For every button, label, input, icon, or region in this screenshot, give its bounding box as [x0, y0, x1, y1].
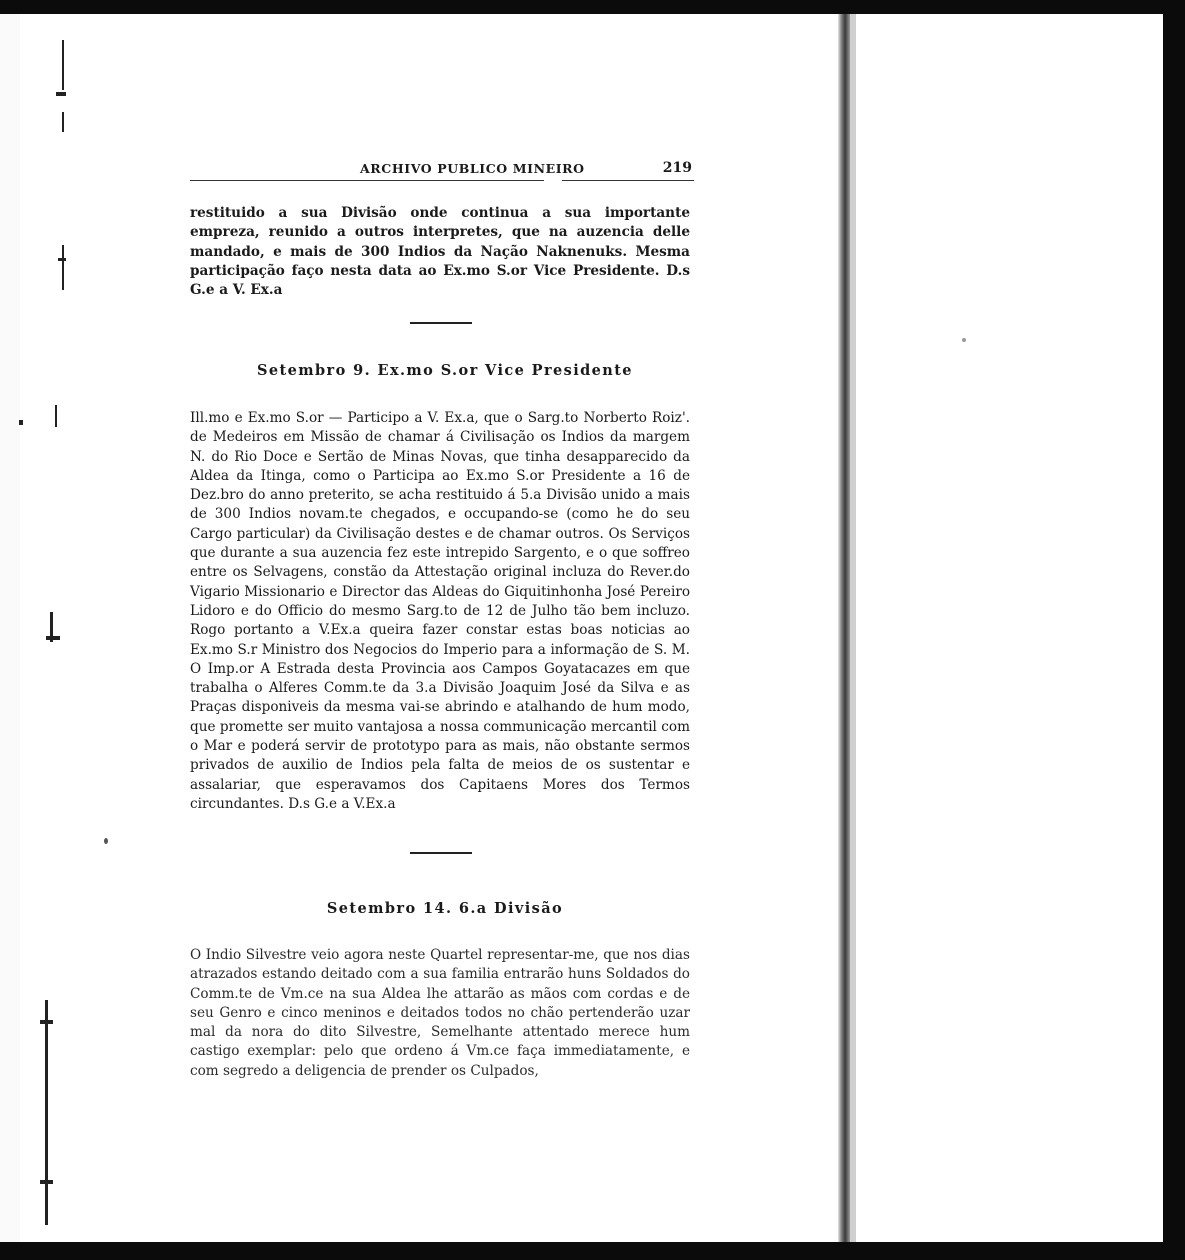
entry-heading: Setembro 9. Ex.mo S.or Vice Presidente [257, 362, 633, 379]
scan-speck [104, 838, 108, 844]
binding-mark [45, 1000, 48, 1225]
binding-mark [40, 1020, 53, 1024]
book-spine [838, 14, 850, 1242]
binding-mark [40, 1180, 53, 1184]
facing-page [856, 14, 1163, 1242]
binding-mark [19, 420, 23, 425]
scan-speck [962, 338, 966, 342]
entry-body: O Indio Silvestre veio agora neste Quartel representar-me, que nos dias atrazados estando deitado com a sua familia entrarão huns Soldados do Comm.te de Vm.ce na sua Aldea lhe attarão as mãos com cordas e de seu Genro e cinco meninos e deitados todos no chão pertenderão uzar mal da nora do dito Silvestre, Semelhante attentado merece hum castigo exemplar: pelo que ordeno á Vm.ce faça immediatamente, e com segredo a deligencia de prender os Culpados, [190, 947, 690, 1079]
page-number: 219 [662, 160, 692, 176]
scan-bottom-border [0, 1242, 1185, 1260]
running-head [190, 160, 696, 182]
binding-mark [56, 92, 66, 96]
binding-mark [62, 112, 64, 132]
header-rule [190, 180, 544, 181]
scan-top-border [0, 0, 1185, 14]
binding-mark [62, 40, 64, 90]
section-separator [410, 322, 472, 324]
binding-mark [58, 258, 66, 261]
binding-mark [62, 245, 64, 290]
running-title: ARCHIVO PUBLICO MINEIRO [360, 161, 585, 176]
entry-heading: Setembro 14. 6.a Divisão [326, 900, 564, 917]
binding-mark [46, 636, 60, 640]
section-separator [410, 852, 472, 854]
entry-body: Ill.mo e Ex.mo S.or — Participo a V. Ex.a, que o Sarg.to Norberto Roiz'. de Medeiros em Missão de chamar á Civilisação os Indios da margem N. do Rio Doce e Sertão de Minas Novas, que tinha desapparecido da Aldea da Itinga, como o Participa ao Ex.mo S.or Presidente a 16 de Dez.bro do anno preterito, se acha restituido á 5.a Divisão unido a mais de 300 Indios novam.te chegados, e occupando-se (como he do seu Cargo particular) da Civilisação destes e de chamar outros. Os Serviços que durante a sua auzencia fez este intrepido Sargento, e o que soffreo entre os Selvagens, constão da Attestação original incluza do Rever.do Vigario Missionario e Director das Aldeas do Giquitinhonha José Pereiro Lidoro e do Officio do mesmo Sarg.to de 12 de Julho tão bem incluzo. Rogo portanto a V.Ex.a queira fazer constar estas boas noticias ao Ex.mo S.r Ministro dos Negocios do Imperio para a informação de S. M. O Imp.or A Estrada desta Provincia aos Campos Goyatacazes em que trabalha o Alferes Comm.te da 3.a Divisão Joaquim José da Silva e as Praças disponiveis da mesma vai-se abrindo e atalhando de hum modo, que promette ser muito vantajosa a nossa communicação mercantil com o Mar e poderá servir de prototypo para as mais, não obstante sermos privados de auxilio de Indios pela falta de meios de os sustentar e assalariar, que esperavamos dos Capitaens Mores dos Termos circundantes. D.s G.e a V.Ex.a [190, 410, 690, 812]
continuation-paragraph: restituido a sua Divisão onde continua a sua importante empreza, reunido a outros interpretes, que na auzencia delle mandado, e mais de 300 Indios da Nação Naknenuks. Mesma participação faço nesta data ao Ex.mo S.or Vice Presidente. D.s G.e a V. Ex.a [190, 205, 690, 299]
book-spine-shadow [850, 14, 856, 1242]
header-rule [562, 180, 694, 181]
scan-right-border [1163, 14, 1185, 1242]
scan-left-margin [0, 14, 20, 1242]
binding-mark [55, 405, 57, 427]
